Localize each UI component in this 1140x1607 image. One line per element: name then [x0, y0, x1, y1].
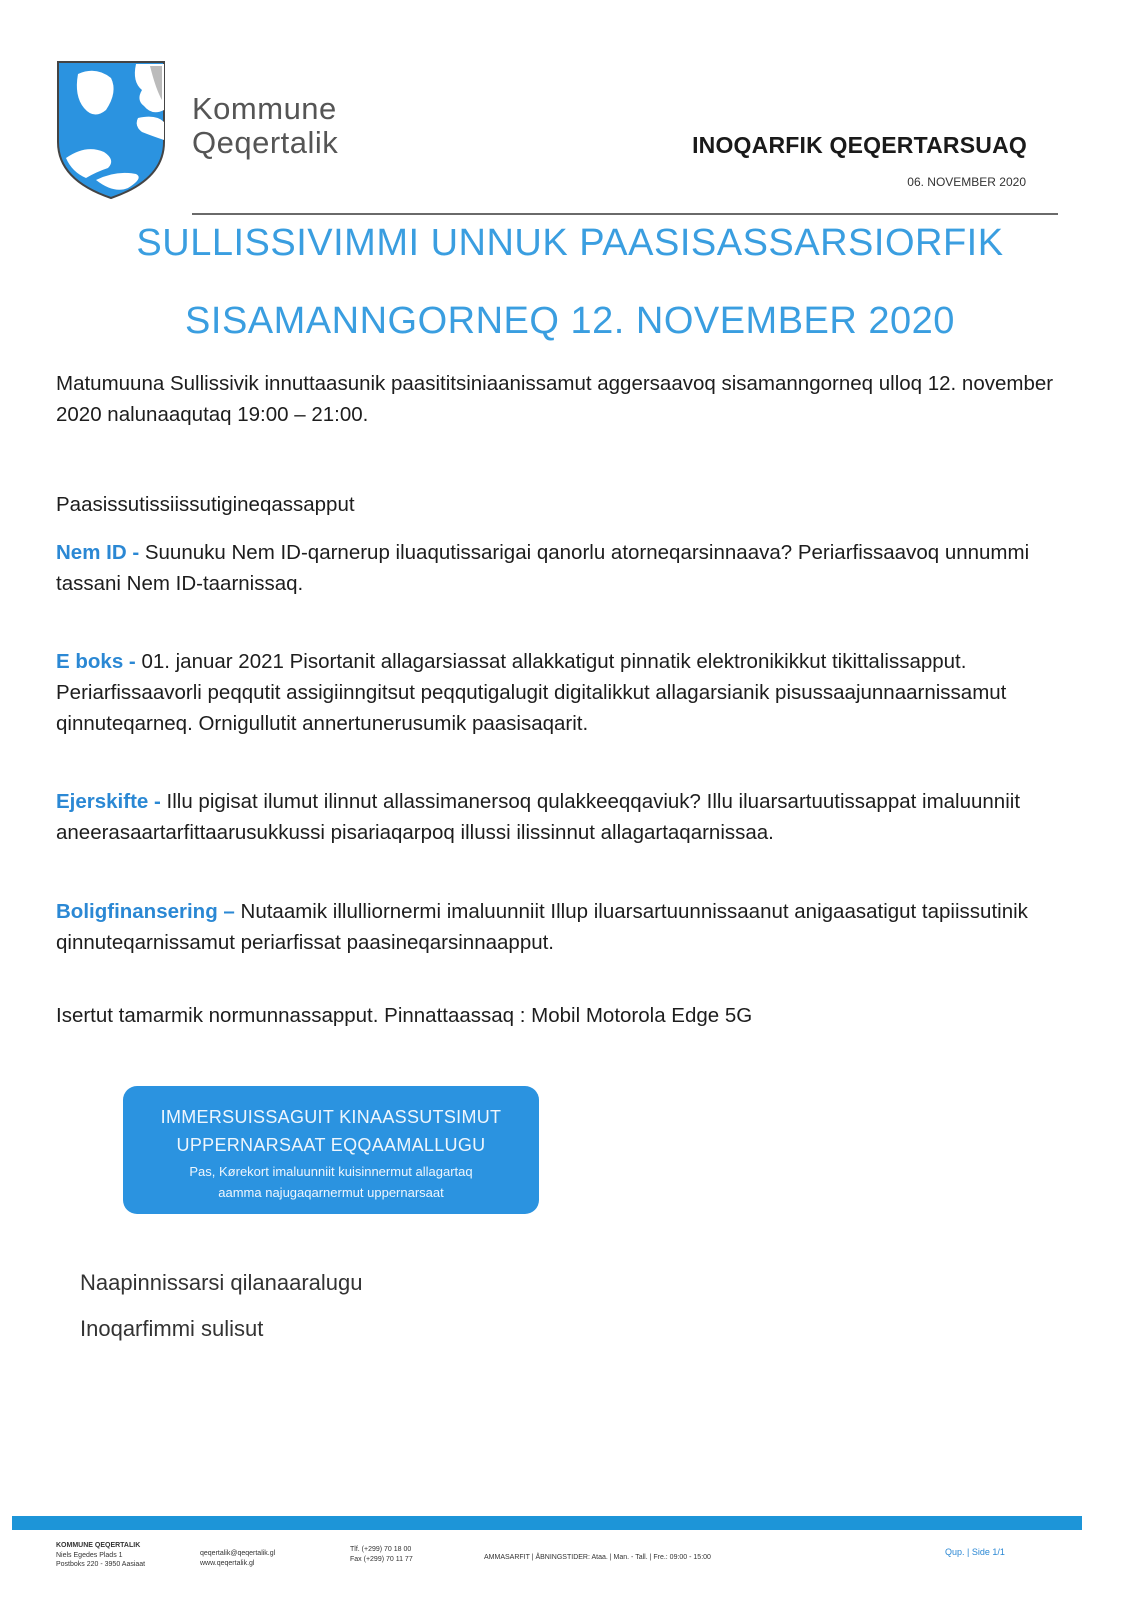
logo-line-1: Kommune [192, 91, 337, 126]
logo-line-2: Qeqertalik [192, 125, 339, 160]
topic-term: Ejerskifte [56, 790, 149, 813]
footer-email[interactable]: qeqertalik@qeqertalik.gl [200, 1550, 276, 1557]
footer-contact-web [200, 1549, 275, 1568]
notice-detail-line-2: aamma najugaqarnermut uppernarsaat [218, 1185, 444, 1200]
topic-e-boks [56, 646, 1066, 739]
logo-wordmark [192, 92, 338, 160]
notice-detail-line-1: Pas, Kørekort imaluunniit kuisinnermut allagartaq [189, 1164, 473, 1179]
topic-term: Boligfinansering [56, 900, 218, 923]
footer-website[interactable]: www.qeqertalik.gl [200, 1559, 255, 1567]
page-number: Qup. | Side 1/1 [945, 1547, 1005, 1557]
topic-text: Nutaamik illulliornermi imaluunniit Illup iluarsartuunnissaanut anigaasatigut tapiissutinik qinnuteqarnissamut periarfissat paasineqarsinnaapput. [56, 900, 1028, 954]
topic-term: Nem ID [56, 541, 127, 564]
page-title-line-2: SISAMANNGORNEQ 12. NOVEMBER 2020 [185, 300, 955, 342]
notice-heading-line-2: UPPERNARSAAT EQQAAMALLUGU [176, 1135, 486, 1155]
id-reminder-notice [123, 1086, 539, 1214]
footer-address-1: Niels Egedes Plads 1 [56, 1551, 123, 1559]
footer-opening-hours: AMMASARFIT | ÅBNINGSTIDER: Ataa. | Man. - Tall. | Fre.: 09:00 - 15:00 [484, 1554, 711, 1561]
notice-heading-line-1: IMMERSUISSAGUIT KINAASSUTSIMUT [160, 1107, 502, 1127]
topic-text: 01. januar 2021 Pisortanit allagarsiassat allakkatigut pinnatik elektronikikkut tikittalissapput. Periarfissaavorli peqqutit assigiinngitsut peqqutigalugit digitalikkut allagarsianik pisussaajunnaarnissamut qinnuteqarneq. Ornigullutit annertunerusumik paasisaqarit. [56, 650, 1007, 735]
footer-bar [12, 1516, 1082, 1530]
topic-separator: - [126, 541, 145, 564]
topic-text: Suunuku Nem ID-qarnerup iluaqutissarigai qanorlu atorneqarsinnaava? Periarfissaavoq unnummi tassani Nem ID-taarnissaq. [56, 541, 1030, 595]
topic-ejerskifte [56, 786, 1066, 848]
header-divider [192, 213, 1058, 215]
topic-separator: - [148, 790, 167, 813]
topic-text: Illu pigisat ilumut ilinnut allassimanersoq qulakkeeqqaviuk? Illu iluarsartuutissappat imaluunniit aneerasaartarfittaarusukkussi pisariaqarpoq illussi ilissinnut allagartaqarnissaa. [56, 790, 1021, 844]
topic-nem-id [56, 537, 1066, 599]
page-title-line-1: SULLISSIVIMMI UNNUK PAASISASSARSIORFIK [136, 222, 1004, 264]
footer-contact-phone [350, 1545, 413, 1564]
topic-separator: - [123, 650, 142, 673]
topic-separator: – [217, 900, 241, 923]
closing-paragraph: Isertut tamarmik normunnassapput. Pinnattaassaq : Mobil Motorola Edge 5G [56, 1004, 753, 1027]
organization-title: INOQARFIK QEQERTARSUAQ [692, 132, 1027, 158]
footer-org: KOMMUNE QEQERTALIK [56, 1542, 141, 1549]
footer-address-2: Postboks 220 - 3950 Aasiaat [56, 1561, 146, 1568]
topic-boligfinansering [56, 896, 1066, 958]
intro-paragraph: Matumuuna Sullissivik innuttaasunik paasititsiniaanissamut aggersaavoq sisamanngorneq ulloq 12. november 2020 nalunaaqutaq 19:00 – 21:00. [56, 372, 1054, 426]
municipality-crest-logo [56, 60, 166, 200]
signoff-line-2: Inoqarfimmi sulisut [80, 1316, 264, 1341]
signoff-line-1: Naapinnissarsi qilanaaralugu [80, 1270, 363, 1295]
footer-phone: Tlf. (+299) 70 18 00 [350, 1546, 412, 1553]
topics-subheading: Paasissutissiissutigineqassapput [56, 493, 355, 516]
document-date: 06. NOVEMBER 2020 [907, 175, 1026, 189]
topic-term: E boks [56, 650, 124, 673]
footer-address [56, 1541, 145, 1570]
footer-fax: Fax (+299) 70 11 77 [350, 1555, 413, 1563]
